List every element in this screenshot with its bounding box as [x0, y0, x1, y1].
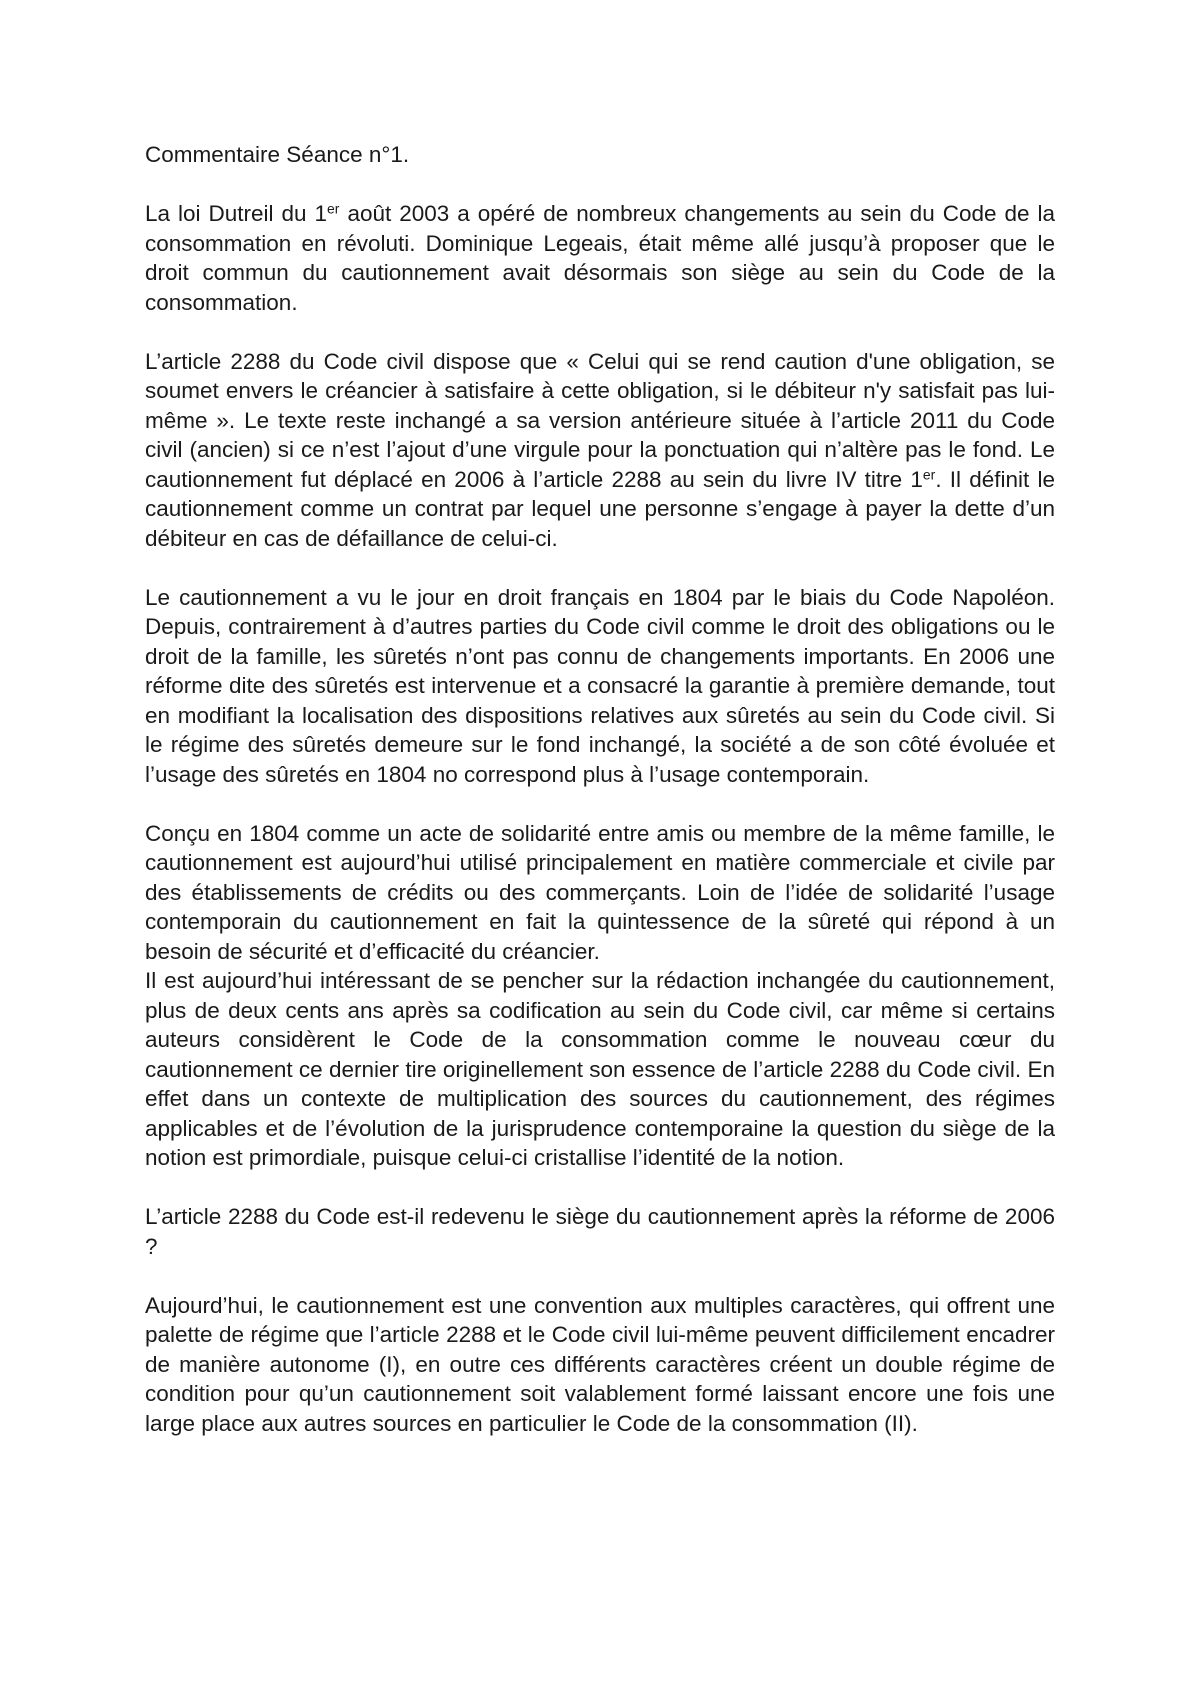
paragraph-interest: Il est aujourd’hui intéressant de se pencher sur la rédaction inchangée du cautionnement, plus de deux cents ans après sa codification au sein du Code civil, car même si certains auteurs considèrent le Code de la consommation comme le nouveau cœur du cautionnement ce dernier tire originellement son essence de l’article 2288 du Code civil. En effet dans un contexte de multiplication des sources du cautionnement, des régimes applicables et de l’évolution de la jurisprudence contemporaine la question du siège de la notion est primordiale, puisque celui-ci cristallise l’identité de la notion.	[145, 968, 1055, 1170]
document-title: Commentaire Séance n°1.	[145, 142, 410, 167]
paragraph-usage: Conçu en 1804 comme un acte de solidarité entre amis ou membre de la même famille, le cautionnement est aujourd’hui utilisé principalement en matière commerciale et civile par des établissements de crédits ou des commerçants. Loin de l’idée de solidarité l’usage contemporain du cautionnement en fait la quintessence de la sûreté qui répond à un besoin de sécurité et d’efficacité du créancier.	[145, 820, 1055, 964]
superscript-er: er	[327, 200, 340, 217]
paragraph-article-2288-part-b: . Il définit le cautionnement comme un contrat par lequel une personne s’engage à payer la dette d’un débiteur en cas de défaillance de celui-ci.	[145, 466, 1055, 551]
document-body	[145, 140, 1055, 1438]
paragraph-history: Le cautionnement a vu le jour en droit français en 1804 par le biais du Code Napoléon. Depuis, contrairement à d’autres parties du Code civil comme le droit des obligations ou le droit de la famille, les sûretés n’ont pas connu de changements importants. En 2006 une réforme dite des sûretés est intervenue et a consacré la garantie à première demande, tout en modifiant la localisation des dispositions relatives aux sûretés au sein du Code civil. Si le régime des sûretés demeure sur le fond inchangé, la société a de son côté évoluée et l’usage des sûretés en 1804 no correspond plus à l’usage contemporain.	[145, 584, 1055, 787]
paragraph-intro	[145, 199, 1055, 317]
paragraph-plan: Aujourd’hui, le cautionnement est une convention aux multiples caractères, qui offrent une palette de régime que l’article 2288 et le Code civil lui-même peuvent difficilement encadrer de manière autonome (I), en outre ces différents caractères créent un double régime de condition pour qu’un cautionnement soit valablement formé laissant encore une fois une large place aux autres sources en particulier le Code de la consommation (II).	[145, 1292, 1055, 1436]
paragraph-article-2288	[145, 347, 1055, 554]
paragraph-intro-part-b: août 2003 a opéré de nombreux changements au sein du Code de la consommation en révoluti. Dominique Legeais, était même allé jusqu’à proposer que le droit commun du cautionnement avait désormais son siège au sein du Code de la consommation.	[145, 201, 1055, 315]
paragraph-intro-part-a: La loi Dutreil du 1	[145, 201, 328, 226]
paragraph-problematic: L’article 2288 du Code est-il redevenu le siège du cautionnement après la réforme de 2006 ?	[145, 1204, 1055, 1259]
superscript-er: er	[922, 465, 936, 482]
paragraph-article-2288-part-a: L’article 2288 du Code civil dispose que « Celui qui se rend caution d'une obligation, se soumet envers le créancier à satisfaire à cette obligation, si le débiteur n'y satisfait pas lui-même ». Le texte reste inchangé a sa version antérieure située à l’article 2011 du Code civil (ancien) si ce n’est l’ajout d’une virgule pour la ponctuation qui n’altère pas le fond. Le cautionnement fut déplacé en 2006 à l’article 2288 au sein du livre IV titre 1	[145, 348, 1055, 492]
